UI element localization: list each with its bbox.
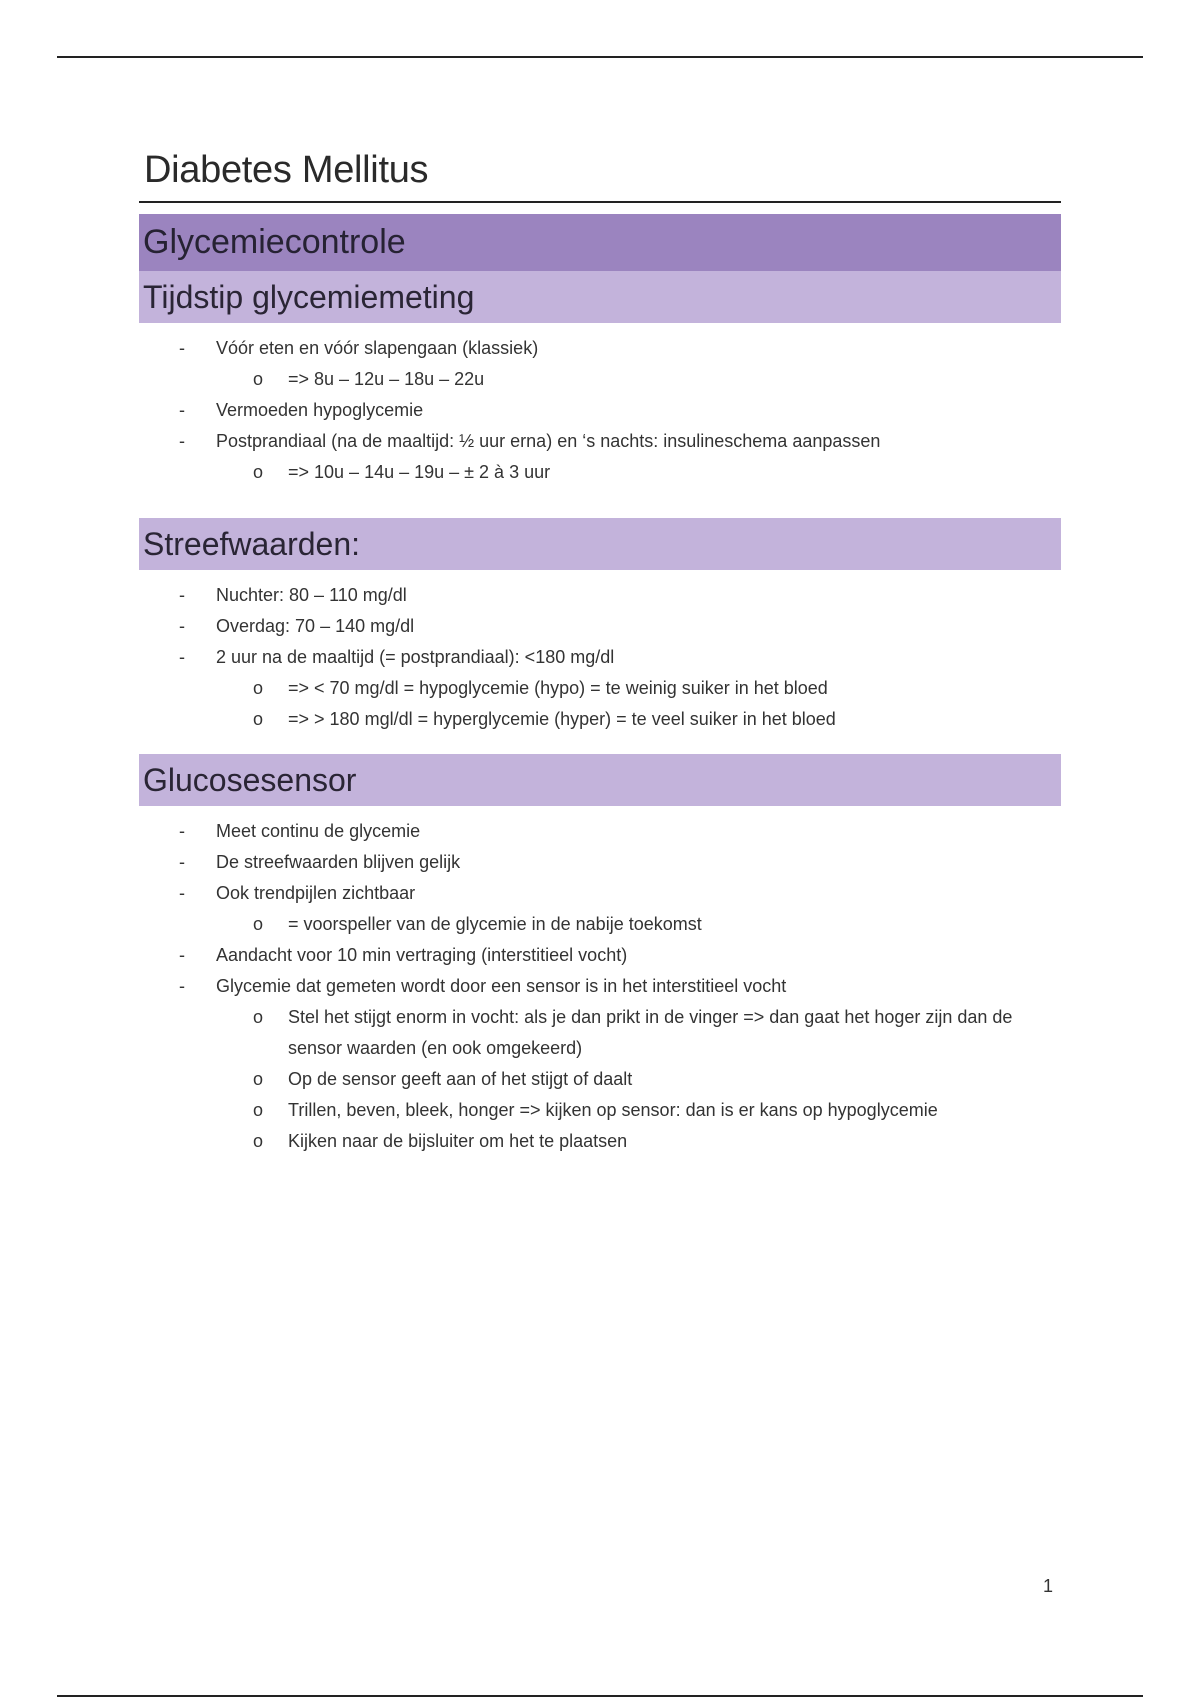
list-item: - Overdag: 70 – 140 mg/dl	[139, 611, 1061, 642]
list-item: o => < 70 mg/dl = hypoglycemie (hypo) = te weinig suiker in het bloed	[139, 673, 1061, 704]
list-item: - Aandacht voor 10 min vertraging (interstitieel vocht)	[139, 940, 1061, 971]
subsection-heading-tijdstip: Tijdstip glycemiemeting	[139, 271, 1061, 323]
document-title: Diabetes Mellitus	[139, 145, 1061, 203]
list-item: - 2 uur na de maaltijd (= postprandiaal): <180 mg/dl	[139, 642, 1061, 673]
list-item: - Postprandiaal (na de maaltijd: ½ uur erna) en ‘s nachts: insulineschema aanpassen	[139, 426, 1061, 457]
header-rule	[57, 56, 1143, 58]
list-item: - Nuchter: 80 – 110 mg/dl	[139, 580, 1061, 611]
subsection-heading-streefwaarden: Streefwaarden:	[139, 518, 1061, 570]
list-streefwaarden	[139, 580, 1061, 735]
section-heading-glycemiecontrole: Glycemiecontrole	[139, 214, 1061, 271]
list-item: - Glycemie dat gemeten wordt door een sensor is in het interstitieel vocht	[139, 971, 1061, 1002]
document-body	[139, 145, 1061, 1157]
list-glucosesensor	[139, 816, 1061, 1157]
list-item: - Vermoeden hypoglycemie	[139, 395, 1061, 426]
page-number: 1	[1043, 1576, 1054, 1596]
list-item: o = voorspeller van de glycemie in de nabije toekomst	[139, 909, 1061, 940]
list-item: - De streefwaarden blijven gelijk	[139, 847, 1061, 878]
list-item: - Vóór eten en vóór slapengaan (klassiek)	[139, 333, 1061, 364]
list-item: o => > 180 mgl/dl = hyperglycemie (hyper) = te veel suiker in het bloed	[139, 704, 1061, 735]
list-item: o Op de sensor geeft aan of het stijgt of daalt	[139, 1064, 1061, 1095]
subsection-heading-glucosesensor: Glucosesensor	[139, 754, 1061, 806]
list-item: o Trillen, beven, bleek, honger => kijken op sensor: dan is er kans op hypoglycemie	[139, 1095, 1061, 1126]
list-item: o Kijken naar de bijsluiter om het te plaatsen	[139, 1126, 1061, 1157]
list-item: - Ook trendpijlen zichtbaar	[139, 878, 1061, 909]
footer-rule	[57, 1695, 1143, 1697]
list-item: o => 8u – 12u – 18u – 22u	[139, 364, 1061, 395]
list-tijdstip	[139, 333, 1061, 488]
list-item: o Stel het stijgt enorm in vocht: als je dan prikt in de vinger => dan gaat het hoger zijn dan de sensor waarden (en ook omgekeerd)	[139, 1002, 1061, 1064]
list-item: - Meet continu de glycemie	[139, 816, 1061, 847]
list-item: o => 10u – 14u – 19u – ± 2 à 3 uur	[139, 457, 1061, 488]
